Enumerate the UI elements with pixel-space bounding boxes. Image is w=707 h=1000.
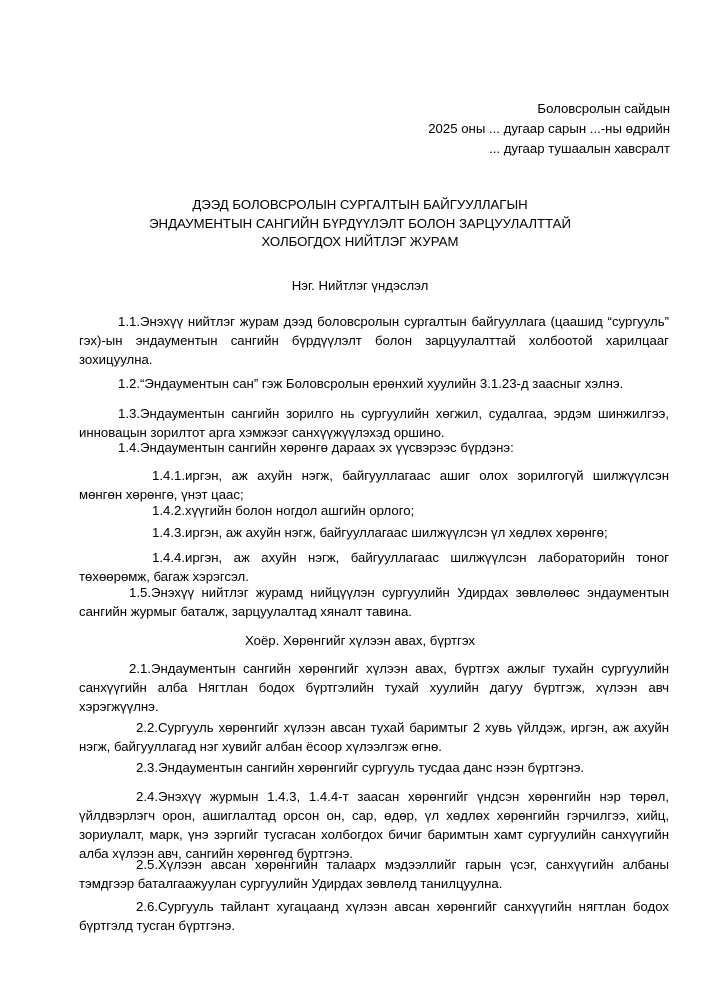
approval-line-2: 2025 оны ... дугаар сарын ...-ны өдрийн: [428, 121, 670, 136]
section-1-heading: Нэг. Нийтлэг үндэслэл: [291, 278, 429, 293]
document-title: [75, 196, 645, 252]
approval-line-3: ... дугаар тушаалын хавсралт: [489, 141, 670, 156]
paragraph-1-4-2: 1.4.2.хүүгийн болон ногдол ашгийн орлого;: [152, 503, 415, 518]
paragraph-1-2: 1.2.“Эндаументын сан” гэж Боловсролын ерөнхий хуулийн 3.1.23-д заасныг хэлнэ.: [118, 376, 624, 391]
title-line-1: ДЭЭД БОЛОВСРОЛЫН СУРГАЛТЫН БАЙГУУЛЛАГЫН: [192, 197, 528, 212]
paragraph-1-4-4: 1.4.4.иргэн, аж ахуйн нэгж, байгууллагаас шилжүүлсэн лабораторийн тоног төхөөрөмж, багаж хэрэгсэл.: [79, 550, 669, 584]
paragraph-2-1: 2.1.Эндаументын сангийн хөрөнгийг хүлээн авах, бүртгэх ажлыг тухайн сургуулийн санхүүгийн алба Нягтлан бодох бүртгэлийн тухай хуулийн дагуу бүртгэж, хүлээн авч хэрэгжүүлнэ.: [79, 661, 669, 714]
title-line-2: ЭНДАУМЕНТЫН САНГИЙН БҮРДҮҮЛЭЛТ БОЛОН ЗАРЦУУЛАЛТТАЙ: [149, 215, 571, 231]
section-2-heading: Хоёр. Хөрөнгийг хүлээн авах, бүртгэх: [244, 633, 476, 648]
paragraph-2-2: 2.2.Сургууль хөрөнгийг хүлээн авсан тухай баримтыг 2 хувь үйлдэж, иргэн, аж ахуйн нэгж, байгууллагад нэг хувийг албан ёсоор хүлээлгэж өгнө.: [79, 720, 669, 754]
approval-block: [428, 99, 670, 159]
paragraph-1-3: 1.3.Эндаументын сангийн зорилго нь сургуулийн хөгжил, судалгаа, эрдэм шинжилгээ, инновацын зорилтот арга хэмжээг санхүүжүүлэхэд оршино.: [79, 406, 669, 440]
paragraph-2-4: 2.4.Энэхүү журмын 1.4.3, 1.4.4-т заасан хөрөнгийг үндсэн хөрөнгийн нэр төрөл, үйлдвэрлэгч орон, ашиглалтад орсон он, сар, өдөр, үл хөдлөх хөрөнгийн гэрчилгээ, хийц, зориулалт, марк, үнэ зэргийг тусгасан холбогдох бичиг баримтын хамт сургуулийн санхүүгийн алба хүлээн авч, сангийн хөрөнгөд бүртгэнэ.: [79, 789, 669, 861]
title-line-3: ХОЛБОГДОХ НИЙТЛЭГ ЖУРАМ: [261, 234, 459, 249]
paragraph-1-4: 1.4.Эндаументын сангийн хөрөнгө дараах эх үүсвэрээс бүрдэнэ:: [118, 440, 514, 455]
paragraph-2-5: 2.5.Хүлээн авсан хөрөнгийн талаарх мэдээллийг гарын үсэг, санхүүгийн албаны тэмдгээр баталгаажуулан сургуулийн Удирдах зөвлөлд танилцуулна.: [79, 857, 669, 891]
paragraph-1-4-1: 1.4.1.иргэн, аж ахуйн нэгж, байгууллагаас ашиг олох зорилгогүй шилжүүлсэн мөнгөн хөрөнгө, үнэт цаас;: [79, 468, 669, 502]
paragraph-1-4-3: 1.4.3.иргэн, аж ахуйн нэгж, байгууллагаас шилжүүлсэн үл хөдлөх хөрөнгө;: [152, 525, 608, 540]
paragraph-2-3: 2.3.Эндаументын сангийн хөрөнгийг сургууль тусдаа данс нээн бүртгэнэ.: [136, 760, 585, 775]
paragraph-2-6: 2.6.Сургууль тайлант хугацаанд хүлээн авсан хөрөнгийг санхүүгийн нягтлан бодох бүртгэлд тусган бүртгэнэ.: [79, 899, 669, 933]
paragraph-1-5: 1.5.Энэхүү нийтлэг журамд нийцүүлэн сургуулийн Удирдах зөвлөлөөс эндаументын сангийн журмыг баталж, зарцуулалтад хяналт тавина.: [79, 585, 669, 619]
paragraph-1-1: 1.1.Энэхүү нийтлэг журам дээд боловсролын сургалтын байгууллага (цаашид “сургууль” гэх)-ын эндаументын сангийн бүрдүүлэлт болон зарцуулалттай холбоотой харилцааг зохицуулна.: [79, 314, 669, 367]
approval-line-1: Боловсролын сайдын: [537, 101, 670, 116]
